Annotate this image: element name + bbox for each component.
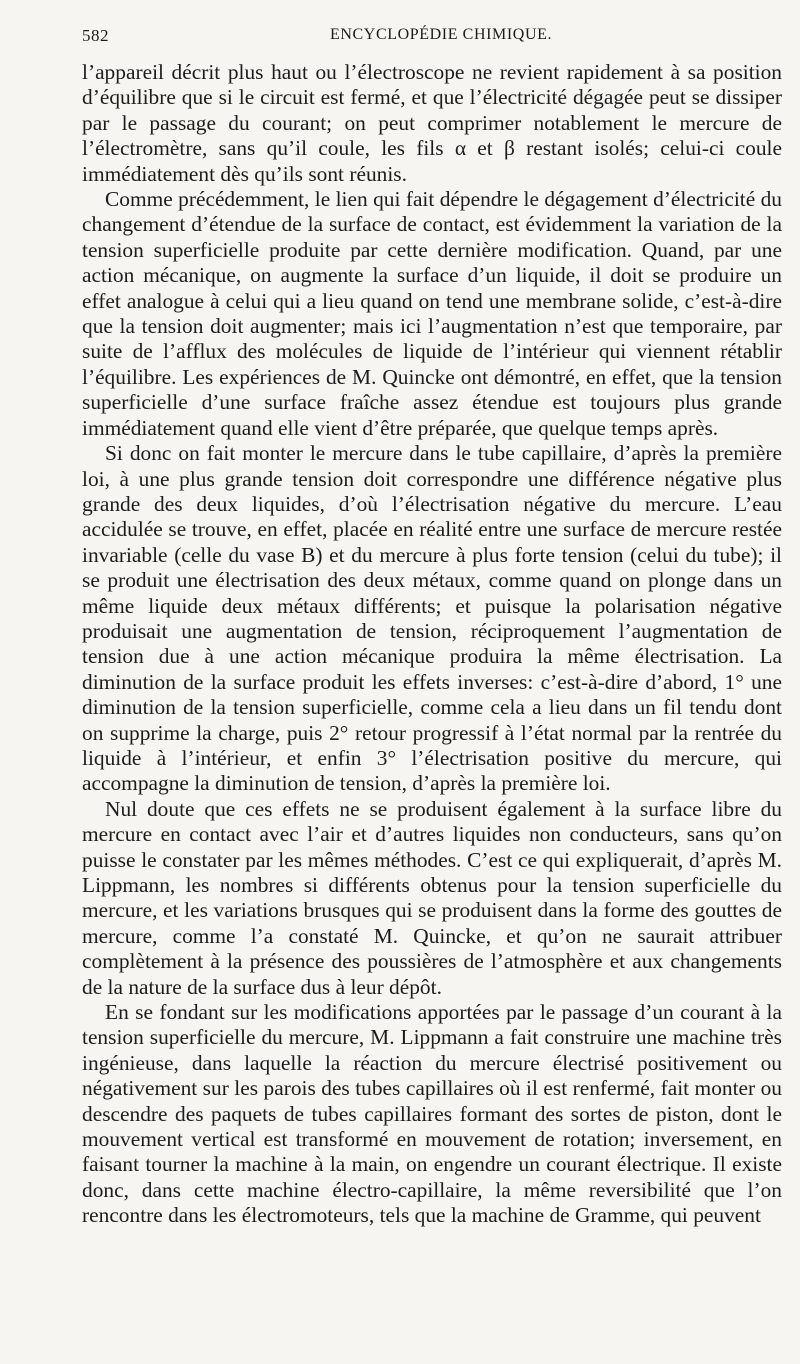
paragraph-continued: l’appareil décrit plus haut ou l’électroscope ne revient rapidement à sa position d’équilibre que si le circuit est fermé, et que l’électricité dégagée peut se dissiper par le passage du courant; on peut comprimer notablement le mercure de l’électromètre, sans qu’il coule, les fils α et β restant isolés; celui-ci coule immédiatement dès qu’ils sont réunis.: [82, 60, 782, 186]
paragraph: Si donc on fait monter le mercure dans le tube capillaire, d’après la première loi, à une plus grande tension doit correspondre une différence négative plus grande des deux liquides, d’où l’électrisation négative du mercure. L’eau accidulée se trouve, en effet, placée en réalité entre une surface de mercure restée invariable (celle du vase B) et du mercure à plus forte tension (celui du tube); il se produit une électrisation des deux métaux, comme quand on plonge dans un même liquide deux métaux différents; et puisque la polarisation négative produisait une augmentation de tension, réciproquement l’augmentation de tension due à une action mécanique produira la même électrisation. La diminution de la surface produit les effets inverses: c’est-à-dire d’abord, 1° une diminution de la tension superficielle, comme cela a lieu dans un fil tendu dont on supprime la charge, puis 2° retour progressif à l’état normal par la rentrée du liquide à l’intérieur, et enfin 3° l’électrisation positive du mercure, qui accompagne la diminution de tension, d’après la première loi.: [82, 441, 782, 796]
page-number: 582: [82, 26, 109, 45]
paragraph: En se fondant sur les modifications apportées par le passage d’un courant à la tension superficielle du mercure, M. Lippmann a fait construire une machine très ingénieuse, dans laquelle la réaction du mercure électrisé positivement ou négativement sur les parois des tubes capillaires où il est renfermé, fait monter ou descendre des paquets de tubes capillaires formant des sortes de piston, dont le mouvement vertical est transformé en mouvement de rotation; inversement, en faisant tourner la machine à la main, on engendre un courant électrique. Il existe donc, dans cette machine électro-capillaire, la même reversibilité que l’on rencontre dans les électromoteurs, tels que la machine de Gramme, qui peuvent: [82, 1000, 782, 1228]
body-text: [82, 60, 782, 1229]
page-header: [82, 26, 782, 54]
paragraph: Comme précédemment, le lien qui fait dépendre le dégagement d’électricité du changement d’étendue de la surface de contact, est évidemment la variation de la tension superficielle produite par cette dernière modification. Quand, par une action mécanique, on augmente la surface d’un liquide, il doit se produire un effet analogue à celui qui a lieu quand on tend une membrane solide, c’est-à-dire que la tension doit augmenter; mais ici l’augmentation n’est que temporaire, par suite de l’afflux des molécules de liquide de l’intérieur qui viennent rétablir l’équilibre. Les expériences de M. Quincke ont démontré, en effet, que la tension superficielle d’une surface fraîche assez étendue est toujours plus grande immédiatement quand elle vient d’être préparée, que quelque temps après.: [82, 187, 782, 440]
paragraph: Nul doute que ces effets ne se produisent également à la surface libre du mercure en contact avec l’air et d’autres liquides non conducteurs, sans qu’on puisse le constater par les mêmes méthodes. C’est ce qui expliquerait, d’après M. Lippmann, les nombres si différents obtenus pour la tension superficielle du mercure, et les variations brusques qui se produisent dans la forme des gouttes de mercure, comme l’a constaté M. Quincke, et qu’on ne saurait attribuer complètement à la présence des poussières de l’atmosphère et aux changements de la nature de la surface dus à leur dépôt.: [82, 796, 782, 999]
book-page: [82, 26, 782, 1229]
running-title: ENCYCLOPÉDIE CHIMIQUE.: [330, 26, 553, 43]
